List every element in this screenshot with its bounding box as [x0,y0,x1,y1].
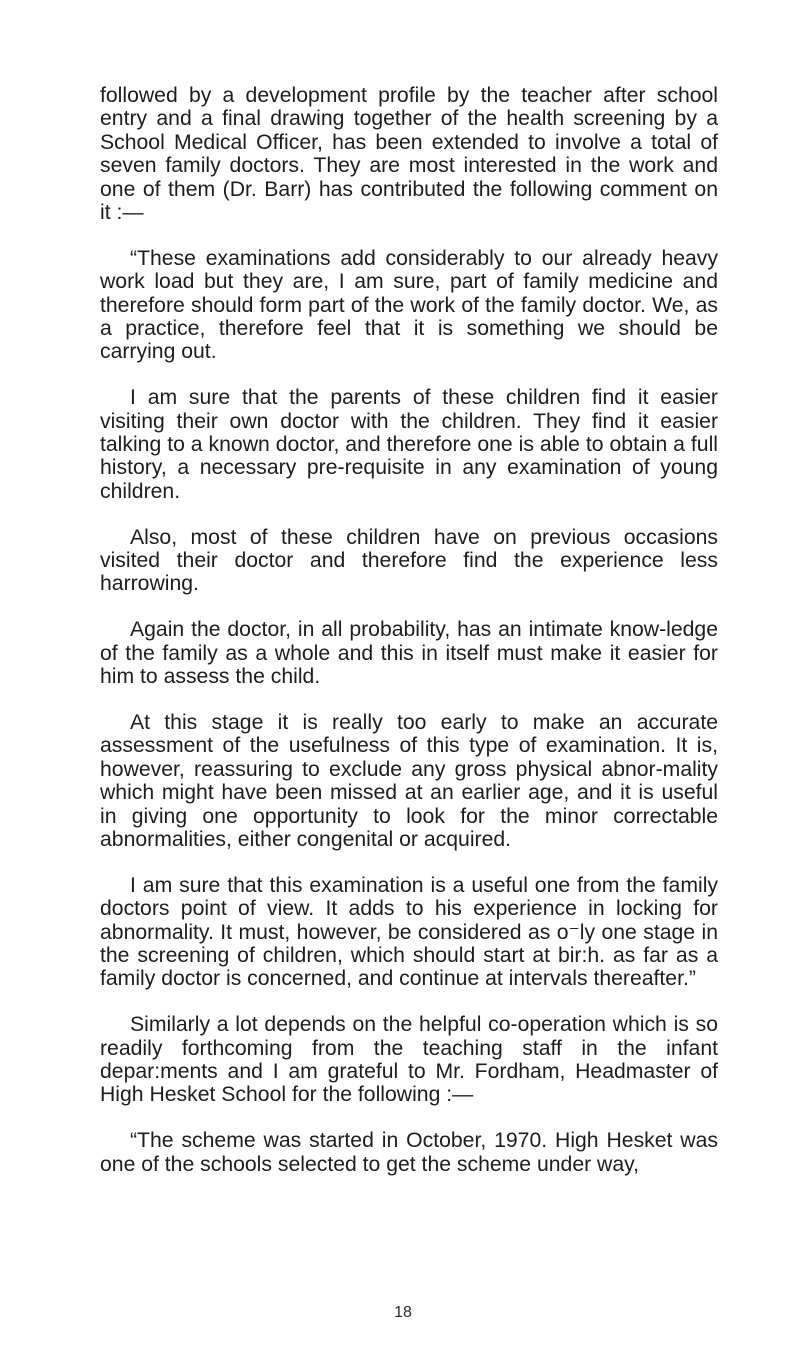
paragraph-3: I am sure that the parents of these children find it easier visiting their own doctor with the children. They find it easier talking to a known doctor, and therefore one is able to obtain a full history, a necessary pre-requisite in any examination of young children. [100,386,718,503]
page-number: 18 [394,1304,412,1321]
paragraph-2: “These examinations add considerably to our already heavy work load but they are, I am sure, part of family medicine and therefore should form part of the work of the family doctor. We, as a practice, therefore feel that it is something we should be carrying out. [100,246,718,364]
body-text [100,84,718,1198]
paragraph-8: Similarly a lot depends on the helpful co-operation which is so readily forthcoming from the teaching staff in the infant depar:ments and I am grateful to Mr. Fordham, Headmaster of High Hesket School for the following :— [100,1013,718,1107]
paragraph-5: Again the doctor, in all probability, has an intimate know-ledge of the family as a whole and this in itself must make it easier for him to assess the child. [100,618,718,689]
paragraph-9: “The scheme was started in October, 1970. High Hesket was one of the schools selected to get the scheme under way, [100,1129,718,1176]
paragraph-7: I am sure that this examination is a useful one from the family doctors point of view. It adds to his experience in locking for abnormality. It must, however, be considered as o⁻ly one stage in the screening of children, which should start at bir:h. as far as a family doctor is concerned, and continue at intervals thereafter.” [100,873,718,991]
paragraph-4: Also, most of these children have on previous occasions visited their doctor and therefore find the experience less harrowing. [100,525,718,596]
paragraph-1: followed by a development profile by the teacher after school entry and a final drawing together of the health screening by a School Medical Officer, has been extended to involve a total of seven family doctors. They are most interested in the work and one of them (Dr. Barr) has contributed the following comment on it :— [100,84,718,225]
paragraph-6: At this stage it is really too early to make an accurate assessment of the usefulness of this type of examination. It is, however, reassuring to exclude any gross physical abnor-mality which might have been missed at an earlier age, and it is useful in giving one opportunity to look for the minor correctable abnormalities, either congenital or acquired. [100,710,718,851]
